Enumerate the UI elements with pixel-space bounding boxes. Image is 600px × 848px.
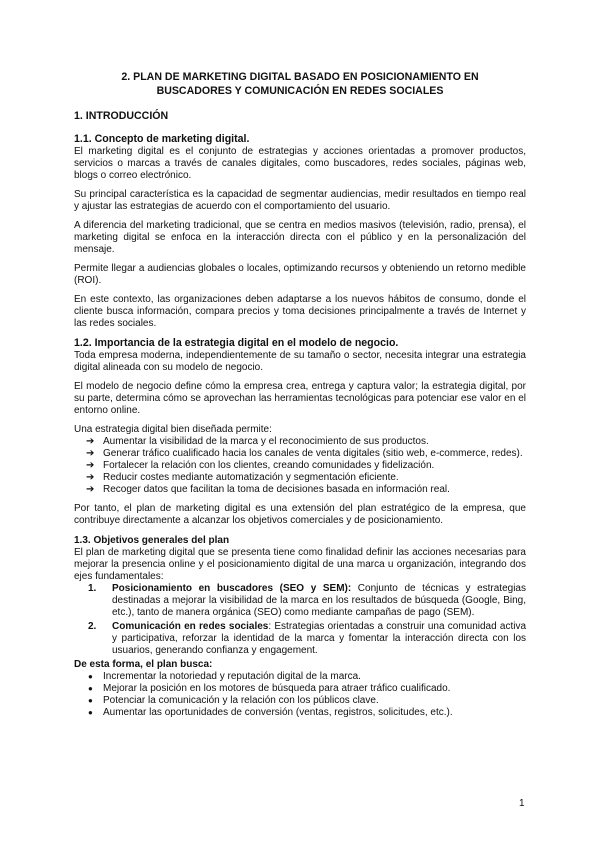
subsection-heading-1-2: 1.2. Importancia de la estrategia digital en el modelo de negocio. — [74, 337, 399, 349]
paragraph-bold: De esta forma, el plan busca: — [74, 659, 213, 670]
list-item — [74, 621, 526, 657]
arrow-icon: ➔ — [86, 472, 95, 483]
list-item-text: Recoger datos que facilitan la toma de decisiones basada en información real. — [103, 484, 450, 495]
bullet-icon: ● — [88, 708, 93, 717]
paragraph: Permite llegar a audiencias globales o locales, optimizando recursos y obteniendo un retorno medible (ROI). — [74, 263, 526, 286]
paragraph: El modelo de negocio define cómo la empresa crea, entrega y captura valor; la estrategia digital, por su parte, determina cómo se aprovechan las herramientas tecnológicas para potenciar ese valor en el entorno online. — [74, 381, 526, 416]
title-line-2: BUSCADORES Y COMUNICACIÓN EN REDES SOCIALES — [156, 85, 444, 97]
arrow-icon: ➔ — [86, 460, 95, 471]
paragraph: Una estrategia digital bien diseñada permite: — [74, 424, 272, 435]
list-item — [74, 683, 526, 695]
list-item-text: Aumentar las oportunidades de conversión (ventas, registros, solicitudes, etc.). — [103, 707, 453, 718]
list-item — [74, 460, 526, 472]
list-item-title: Comunicación en redes sociales — [112, 621, 269, 632]
arrow-icon: ➔ — [86, 484, 95, 495]
subsection-heading-1-3: 1.3. Objetivos generales del plan — [74, 535, 230, 546]
subsection-heading-1-1: 1.1. Concepto de marketing digital. — [74, 133, 250, 145]
bullet-icon: ● — [88, 696, 93, 705]
list-item — [74, 695, 526, 707]
title-line-1: 2. PLAN DE MARKETING DIGITAL BASADO EN POSICIONAMIENTO EN — [121, 71, 479, 83]
paragraph: En este contexto, las organizaciones deben adaptarse a los nuevos hábitos de consumo, donde el cliente busca información, compara precios y toma decisiones principalmente a través de Internet y las redes sociales. — [74, 294, 526, 329]
list-item — [74, 583, 526, 619]
list-item-text: Generar tráfico cualificado hacia los canales de venta digitales (sitio web, e-commerce, redes). — [103, 448, 523, 459]
bullet-icon: ● — [88, 684, 93, 693]
list-item-text: Fortalecer la relación con los clientes, creando comunidades y fidelización. — [103, 460, 435, 471]
list-number: 1. — [88, 583, 97, 594]
section-heading-introduccion: 1. INTRODUCCIÓN — [74, 110, 169, 122]
document-page — [74, 70, 526, 726]
list-item — [74, 707, 526, 719]
bullet-list — [74, 671, 526, 719]
bullet-icon: ● — [88, 672, 93, 681]
arrow-icon: ➔ — [86, 448, 95, 459]
list-item-text: : Estrategias orientadas a construir una comunidad activa y participativa, reforzar la identidad de la marca y fomentar la interacción directa con los usuarios, generando confianza y engagement. — [112, 621, 527, 656]
list-item — [74, 472, 526, 484]
paragraph: El plan de marketing digital que se presenta tiene como finalidad definir las acciones necesarias para mejorar la presencia online y el posicionamiento digital de una marca u organización, integrando dos ejes fundamentales: — [74, 547, 526, 582]
numbered-list — [74, 583, 526, 657]
paragraph: Toda empresa moderna, independientemente de su tamaño o sector, necesita integrar una estrategia digital alineada con su modelo de negocio. — [74, 350, 526, 373]
list-number: 2. — [88, 621, 97, 632]
list-item — [74, 484, 526, 496]
paragraph: Su principal característica es la capacidad de segmentar audiencias, medir resultados en tiempo real y ajustar las estrategias de acuerdo con el comportamiento del usuario. — [74, 189, 526, 212]
page-number: 1 — [519, 798, 525, 809]
arrow-icon: ➔ — [86, 436, 95, 447]
list-item-text: Aumentar la visibilidad de la marca y el reconocimiento de sus productos. — [103, 436, 429, 447]
list-item-text: Reducir costes mediante automatización y segmentación eficiente. — [103, 472, 399, 483]
list-item — [74, 436, 526, 448]
paragraph: El marketing digital es el conjunto de estrategias y acciones orientadas a promover productos, servicios o marcas a través de canales digitales, como buscadores, redes sociales, páginas web, blogs o correo electrónico. — [74, 146, 526, 181]
paragraph: Por tanto, el plan de marketing digital es una extensión del plan estratégico de la empresa, que contribuye directamente a alcanzar los objetivos comerciales y de posicionamiento. — [74, 503, 526, 526]
arrow-list — [74, 436, 526, 496]
list-item-text: Potenciar la comunicación y la relación con los públicos clave. — [103, 695, 379, 706]
list-item-text: Incrementar la notoriedad y reputación digital de la marca. — [103, 671, 361, 682]
list-item — [74, 448, 526, 460]
list-item-title: Posicionamiento en buscadores (SEO y SEM): — [112, 583, 352, 594]
document-title — [74, 70, 526, 98]
list-item-text: Conjunto de técnicas y estrategias destinadas a mejorar la visibilidad de la marca en los resultados de búsqueda (Google, Bing, etc.), tanto de manera orgánica (SEO) como mediante campañas de pago (SEM). — [112, 583, 526, 618]
list-item — [74, 671, 526, 683]
paragraph: A diferencia del marketing tradicional, que se centra en medios masivos (televisión, radio, prensa), el marketing digital se enfoca en la interacción directa con el público y en la personalización del mensaje. — [74, 220, 526, 255]
list-item-text: Mejorar la posición en los motores de búsqueda para atraer tráfico cualificado. — [103, 683, 451, 694]
